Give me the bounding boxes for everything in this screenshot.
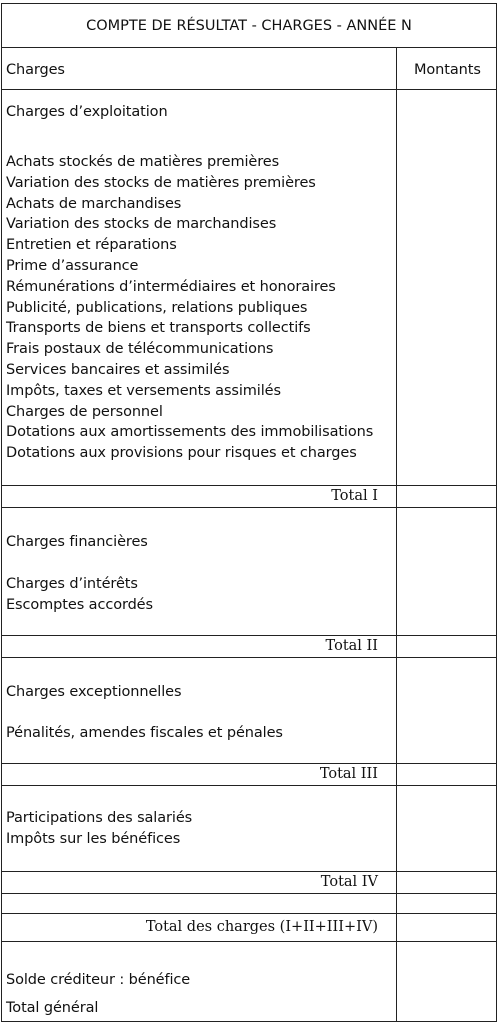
header-montants: Montants (414, 62, 481, 78)
total-general-label: Total général (6, 1000, 99, 1016)
list-item: Escomptes accordés (6, 597, 153, 613)
total-label: Total I (331, 488, 378, 504)
total-label: Total II (325, 638, 378, 654)
list-item: Impôts, taxes et versements assimilés (6, 382, 281, 399)
total-ii-row (2, 636, 496, 658)
charges-table (1, 3, 497, 1022)
list-item: Charges d’intérêts (6, 576, 138, 592)
solde-label: Solde créditeur : bénéfice (6, 972, 191, 988)
list-item: Variation des stocks de marchandises (6, 216, 277, 233)
list-item: Pénalités, amendes fiscales et pénales (6, 725, 283, 741)
column-divider (396, 48, 397, 1021)
list-item: Charges de personnel (6, 403, 163, 420)
total-i-row (2, 486, 496, 508)
total-label: Total III (319, 766, 378, 782)
list-item: Dotations aux provisions pour risques et charges (6, 445, 357, 462)
list-item: Achats stockés de matières premières (6, 154, 280, 170)
list-item: Variation des stocks de matières premières (6, 174, 316, 191)
section-financieres (2, 508, 496, 636)
total-charges-row (2, 914, 496, 942)
blank-row (2, 894, 496, 914)
total-iv-row (2, 872, 496, 894)
list-item: Achats de marchandises (6, 195, 182, 212)
list-item: Transports de biens et transports collectifs (6, 320, 311, 337)
section-autres (2, 786, 496, 872)
list-item: Participations des salariés (6, 810, 193, 826)
section-heading: Charges exceptionnelles (6, 684, 182, 700)
total-label: Total IV (320, 874, 378, 890)
list-item: Services bancaires et assimilés (6, 361, 230, 378)
title-row (2, 4, 496, 48)
list-item: Impôts sur les bénéfices (6, 831, 181, 847)
section-final (2, 942, 496, 1021)
total-iii-row (2, 764, 496, 786)
list-item: Entretien et réparations (6, 237, 177, 254)
list-item: Rémunérations d’intermédiaires et honoraires (6, 278, 336, 295)
header-charges: Charges (6, 62, 65, 78)
section-heading: Charges financières (6, 534, 148, 550)
list-item: Publicité, publications, relations publiques (6, 299, 308, 316)
table-title: COMPTE DE RÉSULTAT - CHARGES - ANNÉE N (86, 18, 412, 34)
item-list (6, 152, 373, 464)
header-row (2, 48, 496, 90)
section-exceptionnelles (2, 658, 496, 764)
list-item: Dotations aux amortissements des immobilisations (6, 424, 374, 441)
section-exploitation (2, 90, 496, 486)
list-item: Prime d’assurance (6, 257, 139, 274)
section-heading: Charges d’exploitation (6, 104, 168, 120)
list-item: Frais postaux de télécommunications (6, 341, 274, 358)
total-charges-label: Total des charges (I+II+III+IV) (145, 919, 378, 935)
